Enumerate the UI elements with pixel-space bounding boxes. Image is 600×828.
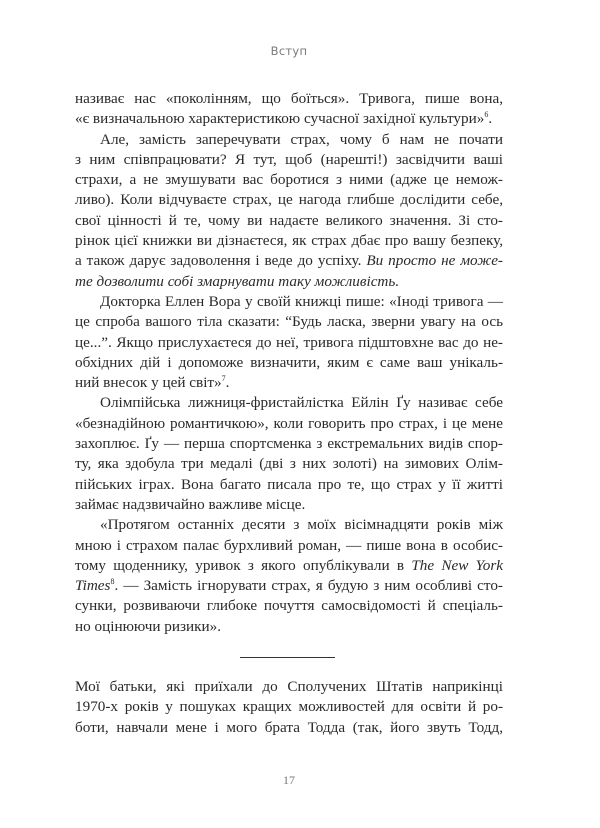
text-line: [75, 373, 503, 393]
text-segment: «є визначальною характеристикою сучасної західної культури»: [75, 110, 485, 128]
footnote-ref: 6: [484, 110, 489, 120]
text-line: [75, 170, 503, 190]
footnote-ref: 7: [221, 374, 226, 384]
text-segment: захоплює. Ґу — перша спортсменка з екстремальних видів спор-: [75, 435, 503, 453]
text-line: [75, 272, 503, 292]
text-line: [75, 190, 503, 210]
text-segment: це...”. Якщо прислухаєтеся до неї, тривога підштовхне вас до не-: [75, 333, 503, 351]
text-segment: Докторка Еллен Вора у своїй книжці пише: «Іноді тривога —: [100, 292, 503, 310]
text-line: [75, 617, 503, 637]
footnote-ref: 8: [110, 577, 115, 587]
text-segment: . — Замість ігнорувати страх, я будую з ним особливі сто-: [114, 577, 503, 595]
text-segment: свої цінності й те, чому ви надаєте великого значення. Зі сто-: [75, 211, 503, 229]
body-text: [75, 89, 503, 637]
text-line: [75, 333, 503, 353]
page-number: 17: [283, 773, 295, 787]
text-line: [75, 697, 503, 717]
text-line: [75, 556, 503, 576]
text-line: [75, 677, 503, 697]
text-line: [75, 292, 503, 312]
text-line: [75, 576, 503, 596]
text-segment: 1970-х років у пошуках кращих можливостей для освіти й ро-: [75, 698, 503, 716]
text-segment: ливо). Коли відчуваєте страх, це нагода глибше дослідити себе,: [75, 191, 503, 209]
text-line: [75, 211, 503, 231]
text-segment: ту, яка здобула три медалі (дві з них золоті) на зимових Олім-: [75, 455, 503, 473]
text-line: [75, 718, 503, 738]
text-segment: з ним співпрацювати? Я тут, щоб (нарешті!) засвідчити ваші: [75, 150, 503, 168]
text-line: [75, 89, 503, 109]
text-segment: сунки, розвиваючи глибоке почуття самосвідомості й спеціаль-: [75, 597, 503, 615]
text-segment: ний внесок у цей світ»: [75, 374, 222, 392]
text-line: [75, 596, 503, 616]
text-line: [75, 353, 503, 373]
text-line: [75, 434, 503, 454]
text-segment: а також дарує задоволення і веде до успіху.: [75, 252, 367, 270]
text-line: [75, 251, 503, 271]
text-line: [75, 454, 503, 474]
body-text-after-break: [75, 677, 503, 738]
text-segment: це спроба вашого тіла сказати: “Будь ласка, зверни увагу на ось: [75, 313, 503, 331]
running-head: Вступ: [270, 44, 308, 58]
text-line: [75, 150, 503, 170]
text-segment: рінок цієї книжки ви дізнаєтеся, як страх дбає про вашу безпеку,: [75, 232, 503, 250]
text-segment: Але, замість заперечувати страх, чому б нам не почати: [100, 130, 503, 148]
text-segment: тому щоденнику, уривок з якого опублікували в: [75, 556, 412, 574]
text-segment: займає надзвичайно важливе місце.: [75, 495, 306, 513]
text-line: [75, 393, 503, 413]
text-segment: Олімпійська лижниця-фристайлістка Ейлін Ґу називає себе: [100, 394, 503, 412]
text-segment: пійських іграх. Вона багато писала про те, що страх у її житті: [75, 475, 503, 493]
text-segment: мною і страхом палає бурхливий роман, — пише вона в особис-: [75, 536, 503, 554]
text-segment: Мої батьки, які приїхали до Сполучених Штатів наприкінці: [75, 678, 503, 695]
italic-text: Times: [75, 577, 111, 595]
text-line: [75, 130, 503, 150]
italic-text: The New York: [411, 556, 503, 574]
section-break-rule: [240, 657, 335, 658]
text-segment: «Протягом останніх десяти з моїх вісімнадцяти років між: [100, 516, 503, 534]
text-line: [75, 475, 503, 495]
text-segment: боти, навчали мене і мого брата Тодда (так, його звуть Тодд,: [75, 718, 503, 736]
text-line: [75, 414, 503, 434]
text-line: [75, 312, 503, 332]
text-line: [75, 109, 503, 129]
text-segment: но оцінюючи ризики».: [75, 617, 222, 635]
italic-text: Ви просто не може-: [366, 252, 503, 270]
text-line: [75, 515, 503, 535]
text-segment: обхідних дій і допоможе визначити, яким є саме ваш унікаль-: [75, 353, 503, 371]
italic-text: те дозволити собі змарнувати таку можливість.: [75, 272, 400, 290]
text-line: [75, 231, 503, 251]
text-segment: називає нас «поколінням, що боїться». Тривога, пише вона,: [75, 90, 503, 107]
text-line: [75, 536, 503, 556]
text-segment: .: [225, 374, 230, 392]
text-line: [75, 495, 503, 515]
text-segment: .: [488, 110, 493, 128]
text-segment: страхи, а не змушувати вас боротися з ними (адже це немож-: [75, 171, 503, 189]
text-segment: «безнадійною романтичкою», коли говорить про страх, і це мене: [75, 414, 503, 432]
